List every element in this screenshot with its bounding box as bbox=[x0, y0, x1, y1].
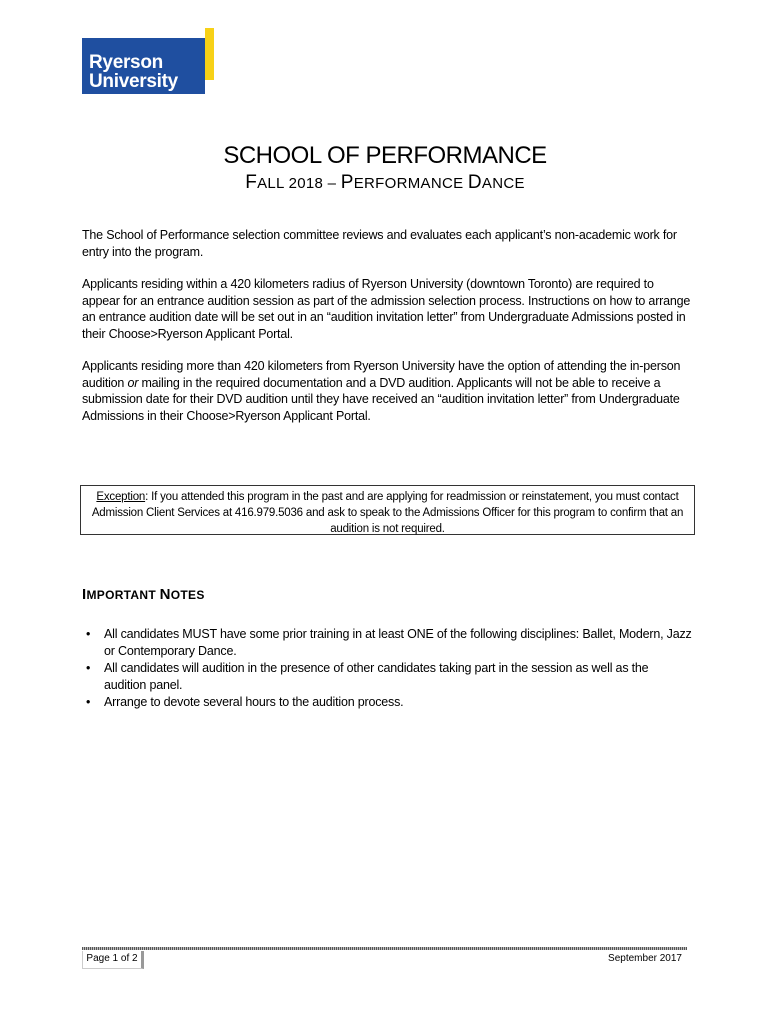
logo-blue-block bbox=[82, 38, 205, 94]
intro-paragraph: The School of Performance selection committee reviews and evaluates each applicant’s non-academic work for entry into the program. bbox=[82, 228, 677, 259]
para3-end: mailing in the required documentation and a DVD audition. Applicants will not be able to receive a submission date for their DVD audition until they have received an “audition invitation letter” from Undergraduate Admissions in their Choose>Ryerson Applicant Portal. bbox=[82, 375, 680, 423]
subtitle-part-3: P bbox=[340, 172, 354, 193]
footer-date: September 2017 bbox=[608, 953, 682, 964]
page-subtitle bbox=[0, 174, 770, 193]
subtitle-part-4: ERFORMANCE bbox=[353, 175, 468, 192]
list-item bbox=[82, 694, 692, 711]
page-number: Page 1 of 2 bbox=[82, 951, 144, 969]
note-text: All candidates MUST have some prior training in at least ONE of the following disciplines: Ballet, Modern, Jazz or Contemporary Dance. bbox=[104, 627, 692, 658]
subtitle-part-1: F bbox=[245, 172, 258, 193]
exception-text: : If you attended this program in the past and are applying for readmission or reinstatement, you must contact Admission Client Services at 416.979.5036 and ask to speak to the Admissions Officer for this program to confirm that an audition is not required. bbox=[91, 491, 684, 535]
page-title: SCHOOL OF PERFORMANCE bbox=[223, 142, 547, 169]
important-notes-list bbox=[82, 626, 692, 712]
exception-box bbox=[80, 485, 695, 535]
distant-applicants-paragraph bbox=[82, 358, 692, 424]
notes-heading-part-2: MPORTANT bbox=[86, 588, 160, 602]
bullet-icon: • bbox=[86, 627, 91, 641]
logo-line-2: University bbox=[89, 71, 178, 92]
notes-heading-part-4: OTES bbox=[170, 588, 205, 602]
subtitle-part-5: D bbox=[467, 172, 482, 193]
list-item bbox=[82, 660, 692, 693]
logo-line-1: Ryerson bbox=[89, 52, 163, 73]
note-text: All candidates will audition in the presence of other candidates taking part in the session as well as the audition panel. bbox=[104, 661, 649, 692]
para3-or: or bbox=[127, 375, 139, 390]
logo-text bbox=[89, 53, 178, 91]
list-item bbox=[82, 626, 692, 659]
notes-heading-part-3: N bbox=[159, 586, 171, 603]
notes-heading-part-1: I bbox=[82, 586, 87, 603]
logo-yellow-bar bbox=[205, 28, 214, 80]
ryerson-logo bbox=[82, 28, 214, 94]
exception-label: Exception bbox=[96, 491, 146, 503]
important-notes-heading bbox=[82, 586, 205, 603]
note-text: Arrange to devote several hours to the audition process. bbox=[104, 695, 404, 709]
local-applicants-paragraph: Applicants residing within a 420 kilometers radius of Ryerson University (downtown Toronto) are required to appear for an entrance audition session as part of the admission selection process. Instructions on how to arrange an entrance audition date will be set out in an “audition invitation letter” from Undergraduate Admissions posted in their Choose>Ryerson Applicant Portal. bbox=[82, 277, 691, 341]
bullet-icon: • bbox=[86, 661, 91, 675]
footer-divider bbox=[82, 947, 687, 950]
bullet-icon: • bbox=[86, 695, 91, 709]
para3-start: Applicants residing more than 420 kilometers from Ryerson University have the option of attending the in-person audition bbox=[82, 359, 681, 390]
subtitle-part-6: ANCE bbox=[481, 175, 525, 192]
subtitle-part-2: ALL 2018 – bbox=[257, 175, 341, 192]
